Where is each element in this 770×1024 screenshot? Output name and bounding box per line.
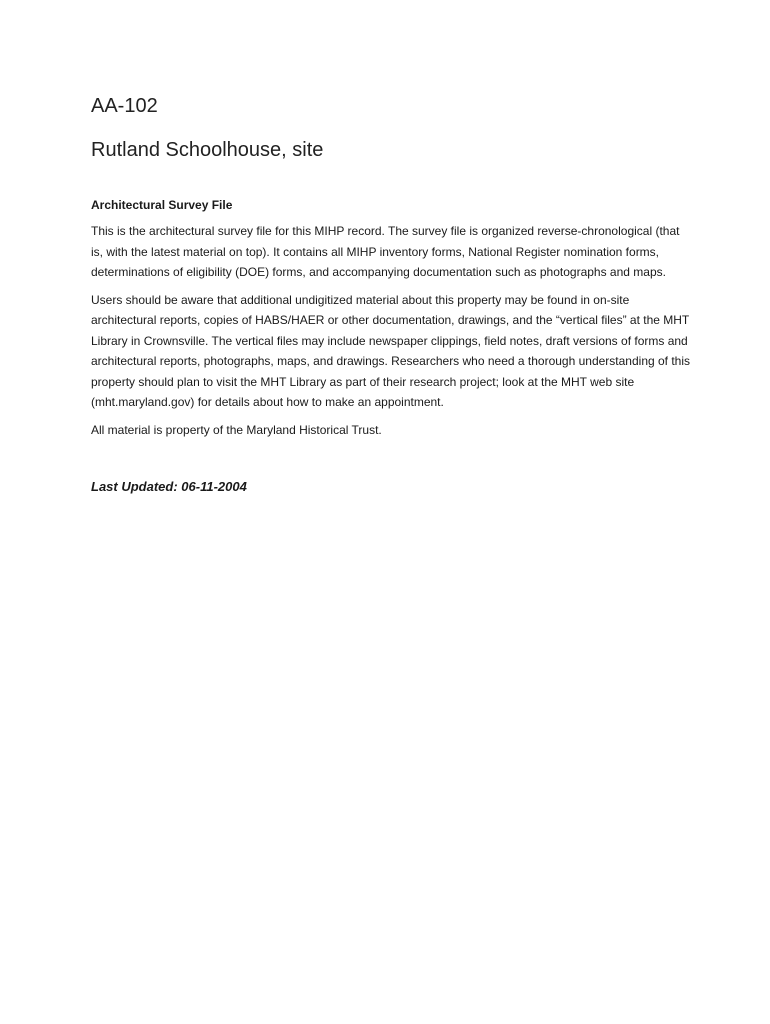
record-title: Rutland Schoolhouse, site <box>91 139 324 161</box>
document-page <box>91 92 691 496</box>
paragraph-users: Users should be aware that additional undigitized material about this property may be found in on-site architectural reports, copies of HABS/HAER or other documentation, drawings, and the “vertical files” at the MHT Library in Crownsville. The vertical files may include newspaper clippings, field notes, draft versions of forms and architectural reports, photographs, maps, and drawings. Researchers who need a thorough understanding of this property should plan to visit the MHT Library as part of their research project; look at the MHT web site (mht.maryland.gov) for details about how to make an appointment. <box>91 292 691 409</box>
section-heading: Architectural Survey File <box>91 198 233 212</box>
last-updated: Last Updated: 06-11-2004 <box>91 479 247 494</box>
paragraph-intro: This is the architectural survey file for this MIHP record. The survey file is organized reverse-chronological (that is, with the latest material on top). It contains all MIHP inventory forms, National Register nomination forms, determinations of eligibility (DOE) forms, and accompanying documentation such as photographs and maps. <box>91 224 680 279</box>
record-id: AA-102 <box>91 95 158 117</box>
paragraph-property: All material is property of the Maryland Historical Trust. <box>91 422 382 437</box>
